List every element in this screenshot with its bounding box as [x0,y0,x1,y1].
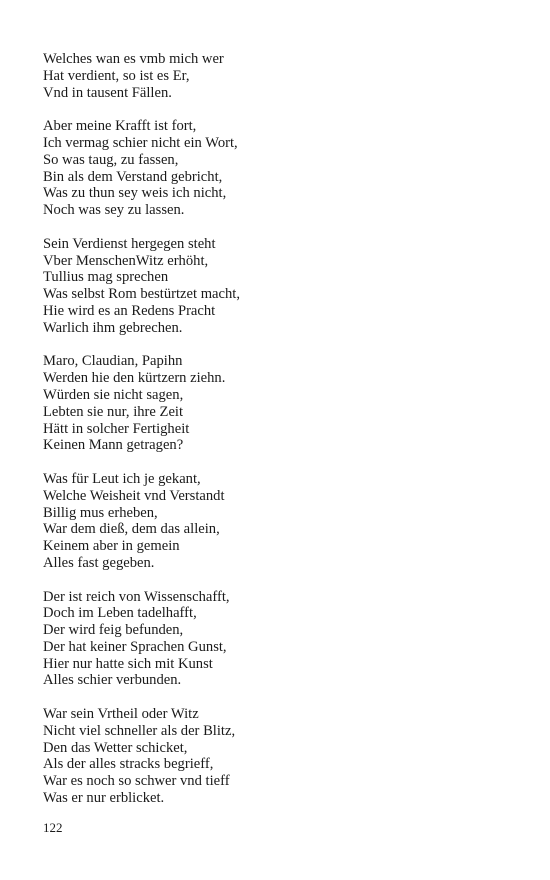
verse-line: Keinem aber in gemein [43,538,180,555]
verse-line: Hier nur hatte sich mit Kunst [43,655,213,672]
verse-line: War dem dieß, dem das allein, [43,521,220,538]
stanza-5 [43,471,523,572]
verse-line: Als der alles stracks begrieff, [43,756,214,773]
verse-line: Billig mus erheben, [43,504,158,521]
stanza-6 [43,589,523,690]
verse-line: Was zu thun sey weis ich nicht, [43,185,227,202]
verse-line: Vber MenschenWitz erhöht, [43,252,209,269]
verse-line: Hie wird es an Redens Pracht [43,302,216,319]
verse-line: Der hat keiner Sprachen Gunst, [43,638,227,655]
verse-line: Keinen Mann getragen? [43,437,184,454]
stanza-2 [43,118,523,219]
stanza-3 [43,236,523,337]
verse-line: Alles fast gegeben. [43,554,155,571]
verse-line: Maro, Claudian, Papihn [43,353,183,370]
verse-line: Doch im Leben tadelhafft, [43,605,197,622]
verse-line: Würden sie nicht sagen, [43,386,184,403]
verse-line: Der ist reich von Wissenschafft, [43,588,230,605]
verse-line: Welche Weisheit vnd Verstandt [43,487,225,504]
page-number: 122 [43,820,63,835]
stanza-4 [43,353,523,454]
stanza-7 [43,706,523,807]
verse-line: Tullius mag sprechen [43,269,169,286]
verse-line: Bin als dem Verstand gebricht, [43,168,223,185]
verse-line: Hätt in solcher Fertigheit [43,420,190,437]
verse-line: Der wird feig befunden, [43,622,184,639]
verse-line: Nicht viel schneller als der Blitz, [43,722,236,739]
verse-line: Lebten sie nur, ihre Zeit [43,403,184,420]
verse-line: Vnd in tausent Fällen. [43,84,172,101]
verse-line: So was taug, zu fassen, [43,151,179,168]
verse-line: War es noch so schwer vnd tieff [43,773,230,790]
verse-line: Noch was sey zu lassen. [43,202,185,219]
verse-line: Was selbst Rom bestürtzet macht, [43,286,241,303]
verse-line: Hat verdient, so ist es Er, [43,67,190,84]
verse-line: Was er nur erblicket. [43,790,165,807]
verse-line: Sein Verdienst hergegen steht [43,235,216,252]
verse-line: Was für Leut ich je gekant, [43,470,201,487]
verse-line: Warlich ihm gebrechen. [43,319,183,336]
verse-line: Werden hie den kürtzern ziehn. [43,370,226,387]
verse-line: Aber meine Krafft ist fort, [43,118,197,135]
verse-line: War sein Vrtheil oder Witz [43,706,199,723]
verse-line: Den das Wetter schicket, [43,739,188,756]
stanza-1 [43,51,523,101]
poem-text [43,51,523,824]
verse-line: Ich vermag schier nicht ein Wort, [43,134,238,151]
verse-line: Welches wan es vmb mich wer [43,51,224,67]
verse-line: Alles schier verbunden. [43,672,182,689]
